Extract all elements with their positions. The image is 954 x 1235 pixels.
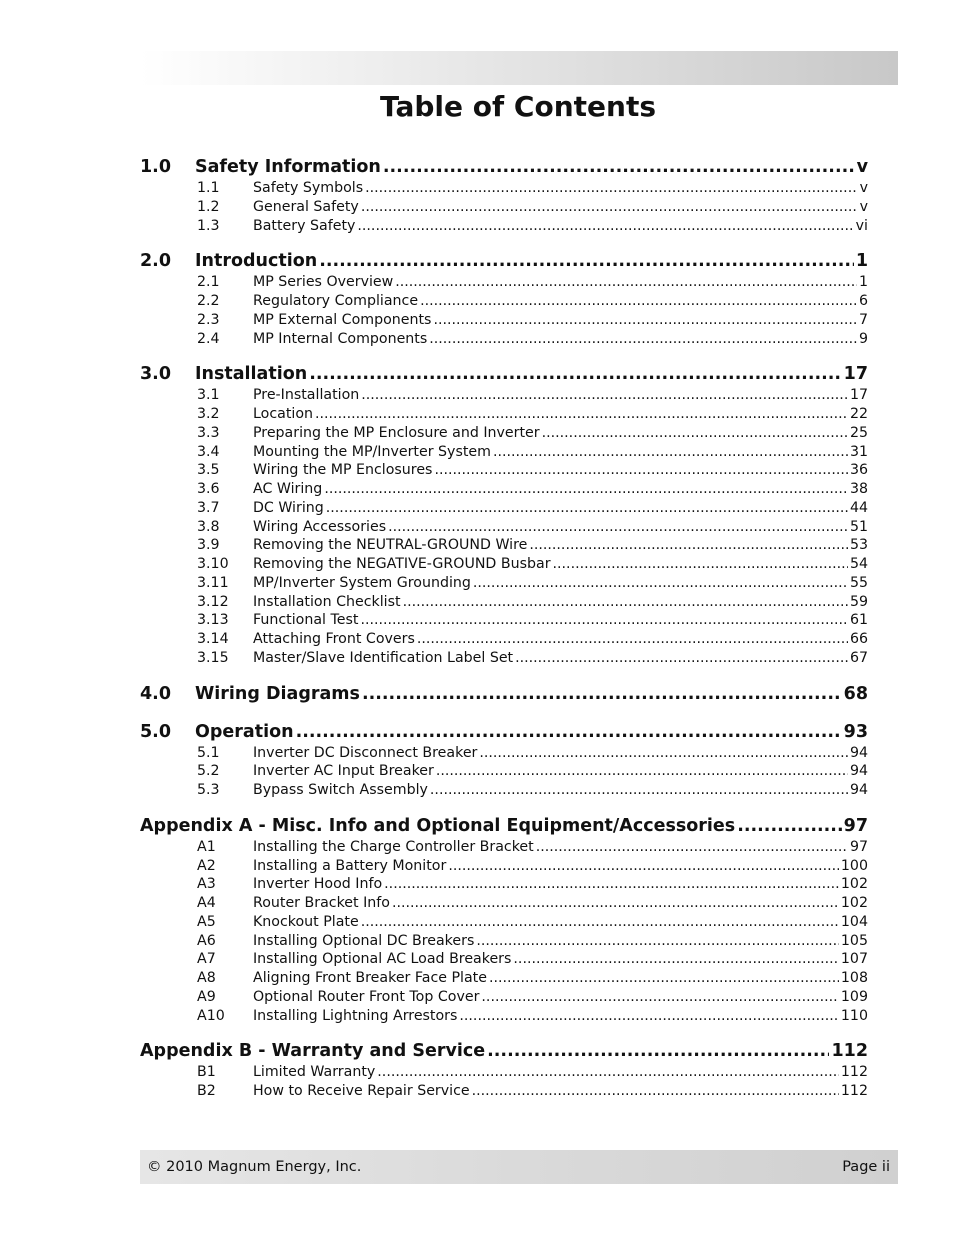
entry-page-number: 112: [840, 1083, 868, 1099]
dot-leader: [383, 155, 855, 179]
entry-title: Inverter AC Input Breaker: [253, 763, 434, 780]
dot-leader: [361, 198, 858, 217]
entry-title: How to Receive Repair Service: [253, 1083, 470, 1099]
entry-title: Regulatory Compliance: [253, 293, 419, 309]
toc-section: [140, 682, 868, 720]
entry-title: Router Bracket Info: [253, 895, 390, 911]
toc-entry[interactable]: [140, 499, 868, 518]
section-title: Appendix A - Misc. Info and Optional Equipment/Accessories: [140, 815, 736, 836]
dot-leader: [542, 424, 848, 443]
entry-number: B1: [197, 1064, 216, 1081]
toc-entry[interactable]: [140, 518, 868, 537]
section-title: Introduction: [195, 251, 318, 272]
dot-leader: [493, 443, 848, 462]
dot-leader: [515, 649, 848, 668]
entry-title: Removing the NEUTRAL-GROUND Wire: [253, 537, 528, 554]
dot-leader: [476, 932, 839, 951]
entry-number: 3.15: [197, 649, 229, 666]
entry-number: 3.1: [197, 387, 220, 404]
toc-entry[interactable]: [140, 217, 868, 236]
entry-title: Inverter DC Disconnect Breaker: [253, 744, 478, 761]
entry-number: 3.6: [197, 481, 220, 497]
entry-title: Knockout Plate: [253, 913, 359, 930]
toc-entry[interactable]: [140, 480, 868, 499]
entry-number: A1: [197, 838, 216, 855]
toc-entry[interactable]: [140, 630, 868, 649]
dot-leader: [392, 894, 839, 913]
entry-title: Preparing the MP Enclosure and Inverter: [253, 424, 540, 441]
entry-title: MP External Components: [253, 311, 432, 328]
entry-number: 2.1: [197, 274, 220, 291]
section-number: 2.0: [140, 251, 172, 272]
entry-page-number: 108: [840, 970, 868, 986]
entry-number: 3.7: [197, 499, 220, 516]
dot-leader: [536, 838, 848, 857]
entry-page-number: 67: [849, 649, 868, 666]
entry-title: Installing Optional AC Load Breakers: [253, 951, 512, 968]
entry-number: 2.3: [197, 311, 220, 328]
entry-title: Aligning Front Breaker Face Plate: [253, 970, 487, 986]
entry-number: A8: [197, 970, 216, 986]
entry-page-number: vi: [855, 217, 868, 234]
entry-title: Installing the Charge Controller Bracket: [253, 838, 534, 855]
toc-entry[interactable]: [140, 424, 868, 443]
entry-title: DC Wiring: [253, 499, 324, 516]
entry-page-number: 54: [849, 556, 868, 572]
entry-page-number: v: [859, 198, 868, 215]
dot-leader: [448, 857, 839, 876]
toc-entry[interactable]: [140, 443, 868, 462]
section-spacer: [140, 235, 868, 249]
toc-section: [140, 249, 868, 362]
entry-number: A5: [197, 913, 216, 930]
toc-entry[interactable]: [140, 386, 868, 405]
entry-title: Bypass Switch Assembly: [253, 782, 428, 798]
entry-title: Installing a Battery Monitor: [253, 857, 447, 874]
toc-entry[interactable]: [140, 1082, 868, 1101]
toc-entry[interactable]: [140, 461, 868, 480]
dot-leader: [377, 1063, 839, 1082]
dot-leader: [430, 781, 848, 800]
entry-title: Safety Symbols: [253, 180, 364, 196]
section-page-number: 93: [843, 721, 868, 742]
entry-title: Wiring the MP Enclosures: [253, 462, 433, 479]
toc-entry[interactable]: [140, 536, 868, 555]
entry-page-number: 55: [849, 574, 868, 591]
entry-title: MP Internal Components: [253, 330, 428, 347]
toc-section: [140, 362, 868, 681]
toc-entry[interactable]: [140, 988, 868, 1007]
section-spacer: [140, 1025, 868, 1039]
entry-page-number: 53: [849, 537, 868, 554]
entry-title: Installing Lightning Arrestors: [253, 1007, 458, 1024]
toc-entry[interactable]: [140, 292, 868, 311]
entry-page-number: 17: [849, 387, 868, 404]
dot-leader: [417, 630, 848, 649]
dot-leader: [309, 362, 841, 386]
toc-entry[interactable]: [140, 838, 868, 857]
entry-page-number: 109: [840, 988, 868, 1005]
toc-entry[interactable]: [140, 932, 868, 951]
entry-page-number: 51: [849, 518, 868, 535]
section-number: 4.0: [140, 683, 172, 704]
dot-leader: [459, 1007, 839, 1026]
toc-entry[interactable]: [140, 781, 868, 800]
dot-leader: [319, 249, 854, 273]
entry-page-number: 59: [849, 593, 868, 610]
entry-number: 3.2: [197, 406, 220, 422]
entry-number: 5.2: [197, 763, 220, 780]
entry-page-number: 36: [849, 462, 868, 479]
toc-entry[interactable]: [140, 611, 868, 630]
toc-section-heading[interactable]: [140, 362, 868, 386]
entry-number: B2: [197, 1083, 216, 1099]
toc-entry[interactable]: [140, 330, 868, 349]
entry-page-number: 25: [849, 424, 868, 441]
toc-entry[interactable]: [140, 913, 868, 932]
toc-entry[interactable]: [140, 950, 868, 969]
entry-title: AC Wiring: [253, 481, 323, 497]
section-title: Wiring Diagrams: [195, 683, 360, 704]
section-number: 1.0: [140, 157, 172, 177]
section-page-number: 112: [831, 1041, 868, 1062]
toc-entry[interactable]: [140, 198, 868, 217]
dot-leader: [473, 574, 848, 593]
entry-page-number: 104: [840, 913, 868, 930]
section-title: Installation: [195, 364, 308, 385]
entry-number: 5.1: [197, 744, 220, 761]
dot-leader: [296, 720, 842, 744]
entry-number: 3.14: [197, 631, 229, 647]
dot-leader: [403, 593, 848, 612]
section-page-number: 68: [843, 683, 868, 704]
entry-number: 3.8: [197, 518, 220, 535]
page-title: Table of Contents: [379, 90, 656, 123]
entry-number: 3.12: [197, 593, 229, 610]
toc-section-heading[interactable]: [140, 814, 868, 838]
toc-entry[interactable]: [140, 311, 868, 330]
dot-leader: [395, 273, 857, 292]
entry-title: Limited Warranty: [253, 1064, 376, 1081]
toc-entry[interactable]: [140, 1063, 868, 1082]
entry-page-number: 94: [849, 782, 868, 798]
entry-page-number: 105: [840, 932, 868, 949]
entry-title: Pre-Installation: [253, 387, 360, 404]
entry-number: 3.9: [197, 537, 220, 554]
entry-number: 1.1: [197, 180, 220, 196]
dot-leader: [472, 1082, 839, 1101]
entry-title: Optional Router Front Top Cover: [253, 988, 480, 1005]
dot-leader: [553, 555, 848, 574]
entry-title: MP/Inverter System Grounding: [253, 574, 471, 591]
toc-entry[interactable]: [140, 593, 868, 612]
toc-section-heading[interactable]: [140, 682, 868, 706]
section-spacer: [140, 706, 868, 720]
entry-title: Installing Optional DC Breakers: [253, 932, 475, 949]
entry-number: A2: [197, 857, 216, 874]
entry-number: 3.4: [197, 443, 220, 460]
section-title: Appendix B - Warranty and Service: [140, 1041, 486, 1062]
section-spacer: [140, 668, 868, 682]
entry-title: Installation Checklist: [253, 593, 401, 610]
entry-number: 3.3: [197, 424, 220, 441]
entry-title: Functional Test: [253, 612, 359, 629]
toc-section-heading[interactable]: [140, 249, 868, 273]
toc-entry[interactable]: [140, 405, 868, 424]
dot-leader: [326, 499, 848, 518]
entry-number: A10: [197, 1007, 225, 1024]
section-spacer: [140, 1101, 868, 1115]
entry-page-number: 22: [849, 406, 868, 422]
entry-page-number: 102: [840, 876, 868, 893]
entry-page-number: 66: [849, 631, 868, 647]
header-band: [140, 51, 898, 85]
entry-title: Battery Safety: [253, 217, 356, 234]
toc-entry[interactable]: [140, 555, 868, 574]
entry-title: Attaching Front Covers: [253, 631, 415, 647]
dot-leader: [513, 950, 838, 969]
entry-page-number: 1: [858, 274, 868, 291]
entry-page-number: 112: [840, 1064, 868, 1081]
section-spacer: [140, 348, 868, 362]
toc-section-heading[interactable]: [140, 155, 868, 179]
entry-page-number: v: [859, 180, 868, 196]
dot-leader: [489, 969, 839, 988]
entry-title: Master/Slave Identification Label Set: [253, 649, 514, 666]
entry-number: A9: [197, 988, 216, 1005]
toc-entry[interactable]: [140, 762, 868, 781]
section-page-number: 17: [843, 364, 868, 385]
toc-entry[interactable]: [140, 744, 868, 763]
section-page-number: 97: [843, 815, 868, 836]
entry-title: Location: [253, 406, 314, 422]
entry-title: MP Series Overview: [253, 274, 394, 291]
dot-leader: [357, 217, 853, 236]
dot-leader: [436, 762, 848, 781]
entry-number: 3.10: [197, 556, 229, 572]
entry-title: Removing the NEGATIVE-GROUND Busbar: [253, 556, 551, 572]
dot-leader: [737, 814, 841, 838]
dot-leader: [362, 682, 842, 706]
entry-number: 3.13: [197, 612, 229, 629]
footer-copyright: © 2010 Magnum Energy, Inc.: [147, 1159, 362, 1175]
entry-page-number: 110: [840, 1007, 868, 1024]
entry-title: Wiring Accessories: [253, 518, 387, 535]
section-title: Safety Information: [195, 157, 381, 177]
entry-page-number: 107: [840, 951, 868, 968]
dot-leader: [420, 292, 857, 311]
dot-leader: [434, 461, 847, 480]
toc-section: [140, 814, 868, 1040]
toc-section: [140, 155, 868, 249]
entry-number: 5.3: [197, 782, 220, 798]
toc-section: [140, 1039, 868, 1115]
section-number: 5.0: [140, 721, 172, 742]
entry-page-number: 7: [858, 311, 868, 328]
section-number: 3.0: [140, 364, 172, 385]
entry-number: 1.3: [197, 217, 220, 234]
entry-page-number: 31: [849, 443, 868, 460]
entry-page-number: 9: [858, 330, 868, 347]
footer-page-number: Page ii: [842, 1159, 890, 1175]
toc-entry[interactable]: [140, 875, 868, 894]
section-page-number: v: [856, 157, 868, 177]
entry-title: Inverter Hood Info: [253, 876, 383, 893]
dot-leader: [481, 988, 838, 1007]
section-spacer: [140, 800, 868, 814]
dot-leader: [324, 480, 848, 499]
dot-leader: [360, 611, 848, 630]
toc-section-heading[interactable]: [140, 720, 868, 744]
entry-title: Mounting the MP/Inverter System: [253, 443, 491, 460]
toc-entry[interactable]: [140, 894, 868, 913]
entry-number: 3.11: [197, 574, 229, 591]
toc-entry[interactable]: [140, 969, 868, 988]
entry-page-number: 38: [849, 481, 868, 497]
entry-page-number: 97: [849, 838, 868, 855]
dot-leader: [433, 311, 857, 330]
dot-leader: [529, 536, 848, 555]
section-page-number: 1: [855, 251, 868, 272]
entry-page-number: 100: [840, 857, 868, 874]
entry-number: A3: [197, 876, 216, 893]
dot-leader: [384, 875, 839, 894]
entry-number: 2.4: [197, 330, 220, 347]
dot-leader: [429, 330, 857, 349]
section-title: Operation: [195, 721, 294, 742]
entry-number: A4: [197, 895, 216, 911]
dot-leader: [487, 1039, 829, 1063]
entry-number: 2.2: [197, 293, 220, 309]
dot-leader: [388, 518, 848, 537]
toc-entry[interactable]: [140, 179, 868, 198]
entry-number: 1.2: [197, 198, 220, 215]
entry-page-number: 94: [849, 763, 868, 780]
toc-section: [140, 720, 868, 814]
toc-entry[interactable]: [140, 1007, 868, 1026]
toc-entry[interactable]: [140, 273, 868, 292]
dot-leader: [361, 386, 848, 405]
entry-title: General Safety: [253, 198, 359, 215]
toc-entry[interactable]: [140, 574, 868, 593]
entry-page-number: 94: [849, 744, 868, 761]
toc-section-heading[interactable]: [140, 1039, 868, 1063]
toc-entry[interactable]: [140, 649, 868, 668]
entry-page-number: 6: [858, 293, 868, 309]
dot-leader: [365, 179, 857, 198]
entry-number: 3.5: [197, 462, 220, 479]
dot-leader: [361, 913, 839, 932]
entry-number: A7: [197, 951, 216, 968]
dot-leader: [315, 405, 848, 424]
entry-number: A6: [197, 932, 216, 949]
entry-page-number: 44: [849, 499, 868, 516]
dot-leader: [479, 744, 848, 763]
entry-page-number: 61: [849, 612, 868, 629]
table-of-contents: [140, 155, 868, 1115]
toc-entry[interactable]: [140, 857, 868, 876]
entry-page-number: 102: [840, 895, 868, 911]
footer-band: [140, 1150, 898, 1184]
